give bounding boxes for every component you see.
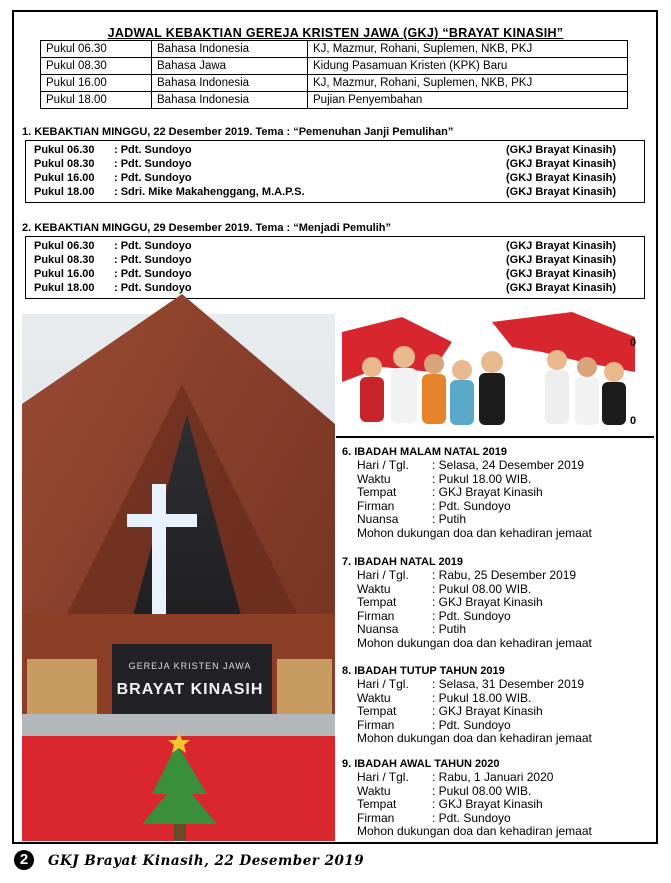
label: Hari / Tgl. [357, 770, 409, 784]
label: Tempat [357, 797, 397, 812]
value: : Pdt. Sundoyo [432, 498, 511, 513]
label: Waktu [357, 581, 391, 596]
hymnal-cell: Pujian Penyembahan [308, 92, 628, 109]
label: Nuansa [357, 622, 399, 637]
table-row [41, 58, 628, 75]
church: (GKJ Brayat Kinasih) [506, 254, 617, 266]
label: Hari / Tgl. [357, 568, 409, 582]
event-title: 8. IBADAH TUTUP TAHUN 2019 [342, 665, 505, 677]
event-malam-natal [342, 446, 592, 540]
time: Pukul 18.00 [34, 186, 95, 198]
language-cell: Bahasa Indonesia [152, 92, 308, 109]
event-note: Mohon dukungan doa dan kehadiran jemaat [357, 824, 592, 839]
event-row [342, 691, 592, 705]
event-note: Mohon dukungan doa dan kehadiran jemaat [357, 731, 592, 746]
event-note: Mohon dukungan doa dan kehadiran jemaat [357, 525, 592, 540]
time-cell: Pukul 06.30 [41, 41, 152, 58]
preacher: : Pdt. Sundoyo [114, 282, 192, 294]
schedule-row [26, 186, 644, 200]
label: Firman [357, 498, 395, 513]
value: : Pukul 18.00 WIB. [432, 690, 532, 705]
label: Tempat [357, 595, 397, 610]
language-cell: Bahasa Jawa [152, 58, 308, 75]
event-title: 7. IBADAH NATAL 2019 [342, 556, 464, 568]
value: : Selasa, 31 Desember 2019 [432, 677, 585, 691]
label: Tempat [357, 485, 397, 500]
event-row [342, 499, 592, 513]
value: : Rabu, 1 Januari 2020 [432, 770, 554, 784]
event-row [342, 622, 592, 636]
value: : Pdt. Sundoyo [432, 717, 511, 732]
church: (GKJ Brayat Kinasih) [506, 282, 617, 294]
event-row [342, 472, 592, 486]
value: : Pdt. Sundoyo [432, 608, 511, 623]
event-row [342, 811, 592, 825]
section1-box [25, 140, 645, 203]
church: (GKJ Brayat Kinasih) [506, 186, 617, 198]
label: Tempat [357, 704, 397, 719]
event-row [342, 704, 592, 718]
crop-fragment-bottom: 0 [630, 415, 637, 427]
hymnal-cell: Kidung Pasamuan Kristen (KPK) Baru [308, 58, 628, 75]
preacher: : Pdt. Sundoyo [114, 268, 192, 280]
value: : Putih [432, 512, 467, 527]
value: : GKJ Brayat Kinasih [432, 797, 543, 812]
event-natal [342, 556, 592, 650]
sign-line2: BRAYAT KINASIH [116, 681, 264, 698]
schedule-row [26, 172, 644, 186]
section2-title: 2. KEBAKTIAN MINGGU, 29 Desember 2019. Tema : “Menjadi Pemulih” [22, 222, 392, 234]
time: Pukul 16.00 [34, 268, 95, 280]
sign-line1: GEREJA KRISTEN JAWA [128, 661, 252, 671]
value: : GKJ Brayat Kinasih [432, 704, 543, 719]
event-row [342, 718, 592, 732]
value: : Pukul 18.00 WIB. [432, 471, 532, 486]
event-row [342, 784, 592, 798]
event-row [342, 797, 592, 811]
time: Pukul 08.30 [34, 254, 95, 266]
value: : Pukul 08.00 WIB. [432, 783, 532, 798]
time: Pukul 08.30 [34, 158, 95, 170]
schedule-row [26, 282, 644, 296]
jadwal-title: JADWAL KEBAKTIAN GEREJA KRISTEN JAWA (GKJ) “BRAYAT KINASIH” [107, 26, 564, 40]
event-row [342, 595, 592, 609]
event-row [342, 458, 592, 472]
church: (GKJ Brayat Kinasih) [506, 158, 617, 170]
label: Firman [357, 810, 395, 825]
event-row [342, 582, 592, 596]
crop-fragment-top: 0 [630, 337, 637, 349]
language-cell: Bahasa Indonesia [152, 75, 308, 92]
page-number: 2 [14, 850, 34, 870]
value: : Pdt. Sundoyo [432, 810, 511, 825]
table-row [41, 75, 628, 92]
label: Hari / Tgl. [357, 458, 409, 472]
event-note: Mohon dukungan doa dan kehadiran jemaat [357, 635, 592, 650]
value: : Rabu, 25 Desember 2019 [432, 568, 577, 582]
hymnal-cell: KJ, Mazmur, Rohani, Suplemen, NKB, PKJ [308, 41, 628, 58]
table-row [41, 41, 628, 58]
schedule-row [26, 240, 644, 254]
preacher: : Sdri. Mike Makahenggang, M.A.P.S. [114, 186, 305, 198]
value: : GKJ Brayat Kinasih [432, 485, 543, 500]
time-cell: Pukul 18.00 [41, 92, 152, 109]
value: : Putih [432, 622, 467, 637]
event-row [342, 609, 592, 623]
value: : GKJ Brayat Kinasih [432, 595, 543, 610]
schedule-row [26, 158, 644, 172]
time: Pukul 16.00 [34, 172, 95, 184]
divider [336, 436, 654, 438]
time: Pukul 18.00 [34, 282, 95, 294]
preacher: : Pdt. Sundoyo [114, 254, 192, 266]
preacher: : Pdt. Sundoyo [114, 144, 192, 156]
section1-title: 1. KEBAKTIAN MINGGU, 22 Desember 2019. Tema : “Pemenuhan Janji Pemulihan” [22, 126, 454, 138]
value: : Selasa, 24 Desember 2019 [432, 458, 585, 472]
label: Nuansa [357, 512, 399, 527]
event-row [342, 512, 592, 526]
jadwal-table [40, 40, 628, 109]
time-cell: Pukul 16.00 [41, 75, 152, 92]
church-building-image [22, 314, 335, 841]
table-row [41, 92, 628, 109]
event-row [342, 485, 592, 499]
church: (GKJ Brayat Kinasih) [506, 268, 617, 280]
label: Waktu [357, 471, 391, 486]
schedule-row [26, 268, 644, 282]
label: Firman [357, 608, 395, 623]
diverse-people-image [342, 312, 635, 434]
event-row [342, 677, 592, 691]
event-row [342, 770, 592, 784]
preacher: : Pdt. Sundoyo [114, 172, 192, 184]
value: : Pukul 08.00 WIB. [432, 581, 532, 596]
preacher: : Pdt. Sundoyo [114, 240, 192, 252]
event-tutup-tahun [342, 665, 592, 745]
label: Waktu [357, 783, 391, 798]
event-title: 9. IBADAH AWAL TAHUN 2020 [342, 758, 500, 770]
church-photo [22, 314, 335, 841]
section2-box [25, 236, 645, 299]
church: (GKJ Brayat Kinasih) [506, 144, 617, 156]
church: (GKJ Brayat Kinasih) [506, 172, 617, 184]
event-row [342, 568, 592, 582]
schedule-row [26, 254, 644, 268]
preacher: : Pdt. Sundoyo [114, 158, 192, 170]
label: Waktu [357, 690, 391, 705]
event-title: 6. IBADAH MALAM NATAL 2019 [342, 446, 508, 458]
time: Pukul 06.30 [34, 144, 95, 156]
time: Pukul 06.30 [34, 240, 95, 252]
label: Firman [357, 717, 395, 732]
hymnal-cell: KJ, Mazmur, Rohani, Suplemen, NKB, PKJ [308, 75, 628, 92]
label: Hari / Tgl. [357, 677, 409, 691]
time-cell: Pukul 08.30 [41, 58, 152, 75]
people-illustration [342, 312, 635, 434]
language-cell: Bahasa Indonesia [152, 41, 308, 58]
church: (GKJ Brayat Kinasih) [506, 240, 617, 252]
schedule-row [26, 144, 644, 158]
footer-text: GKJ Brayat Kinasih, 22 Desember 2019 [48, 853, 365, 869]
event-awal-tahun [342, 758, 592, 838]
